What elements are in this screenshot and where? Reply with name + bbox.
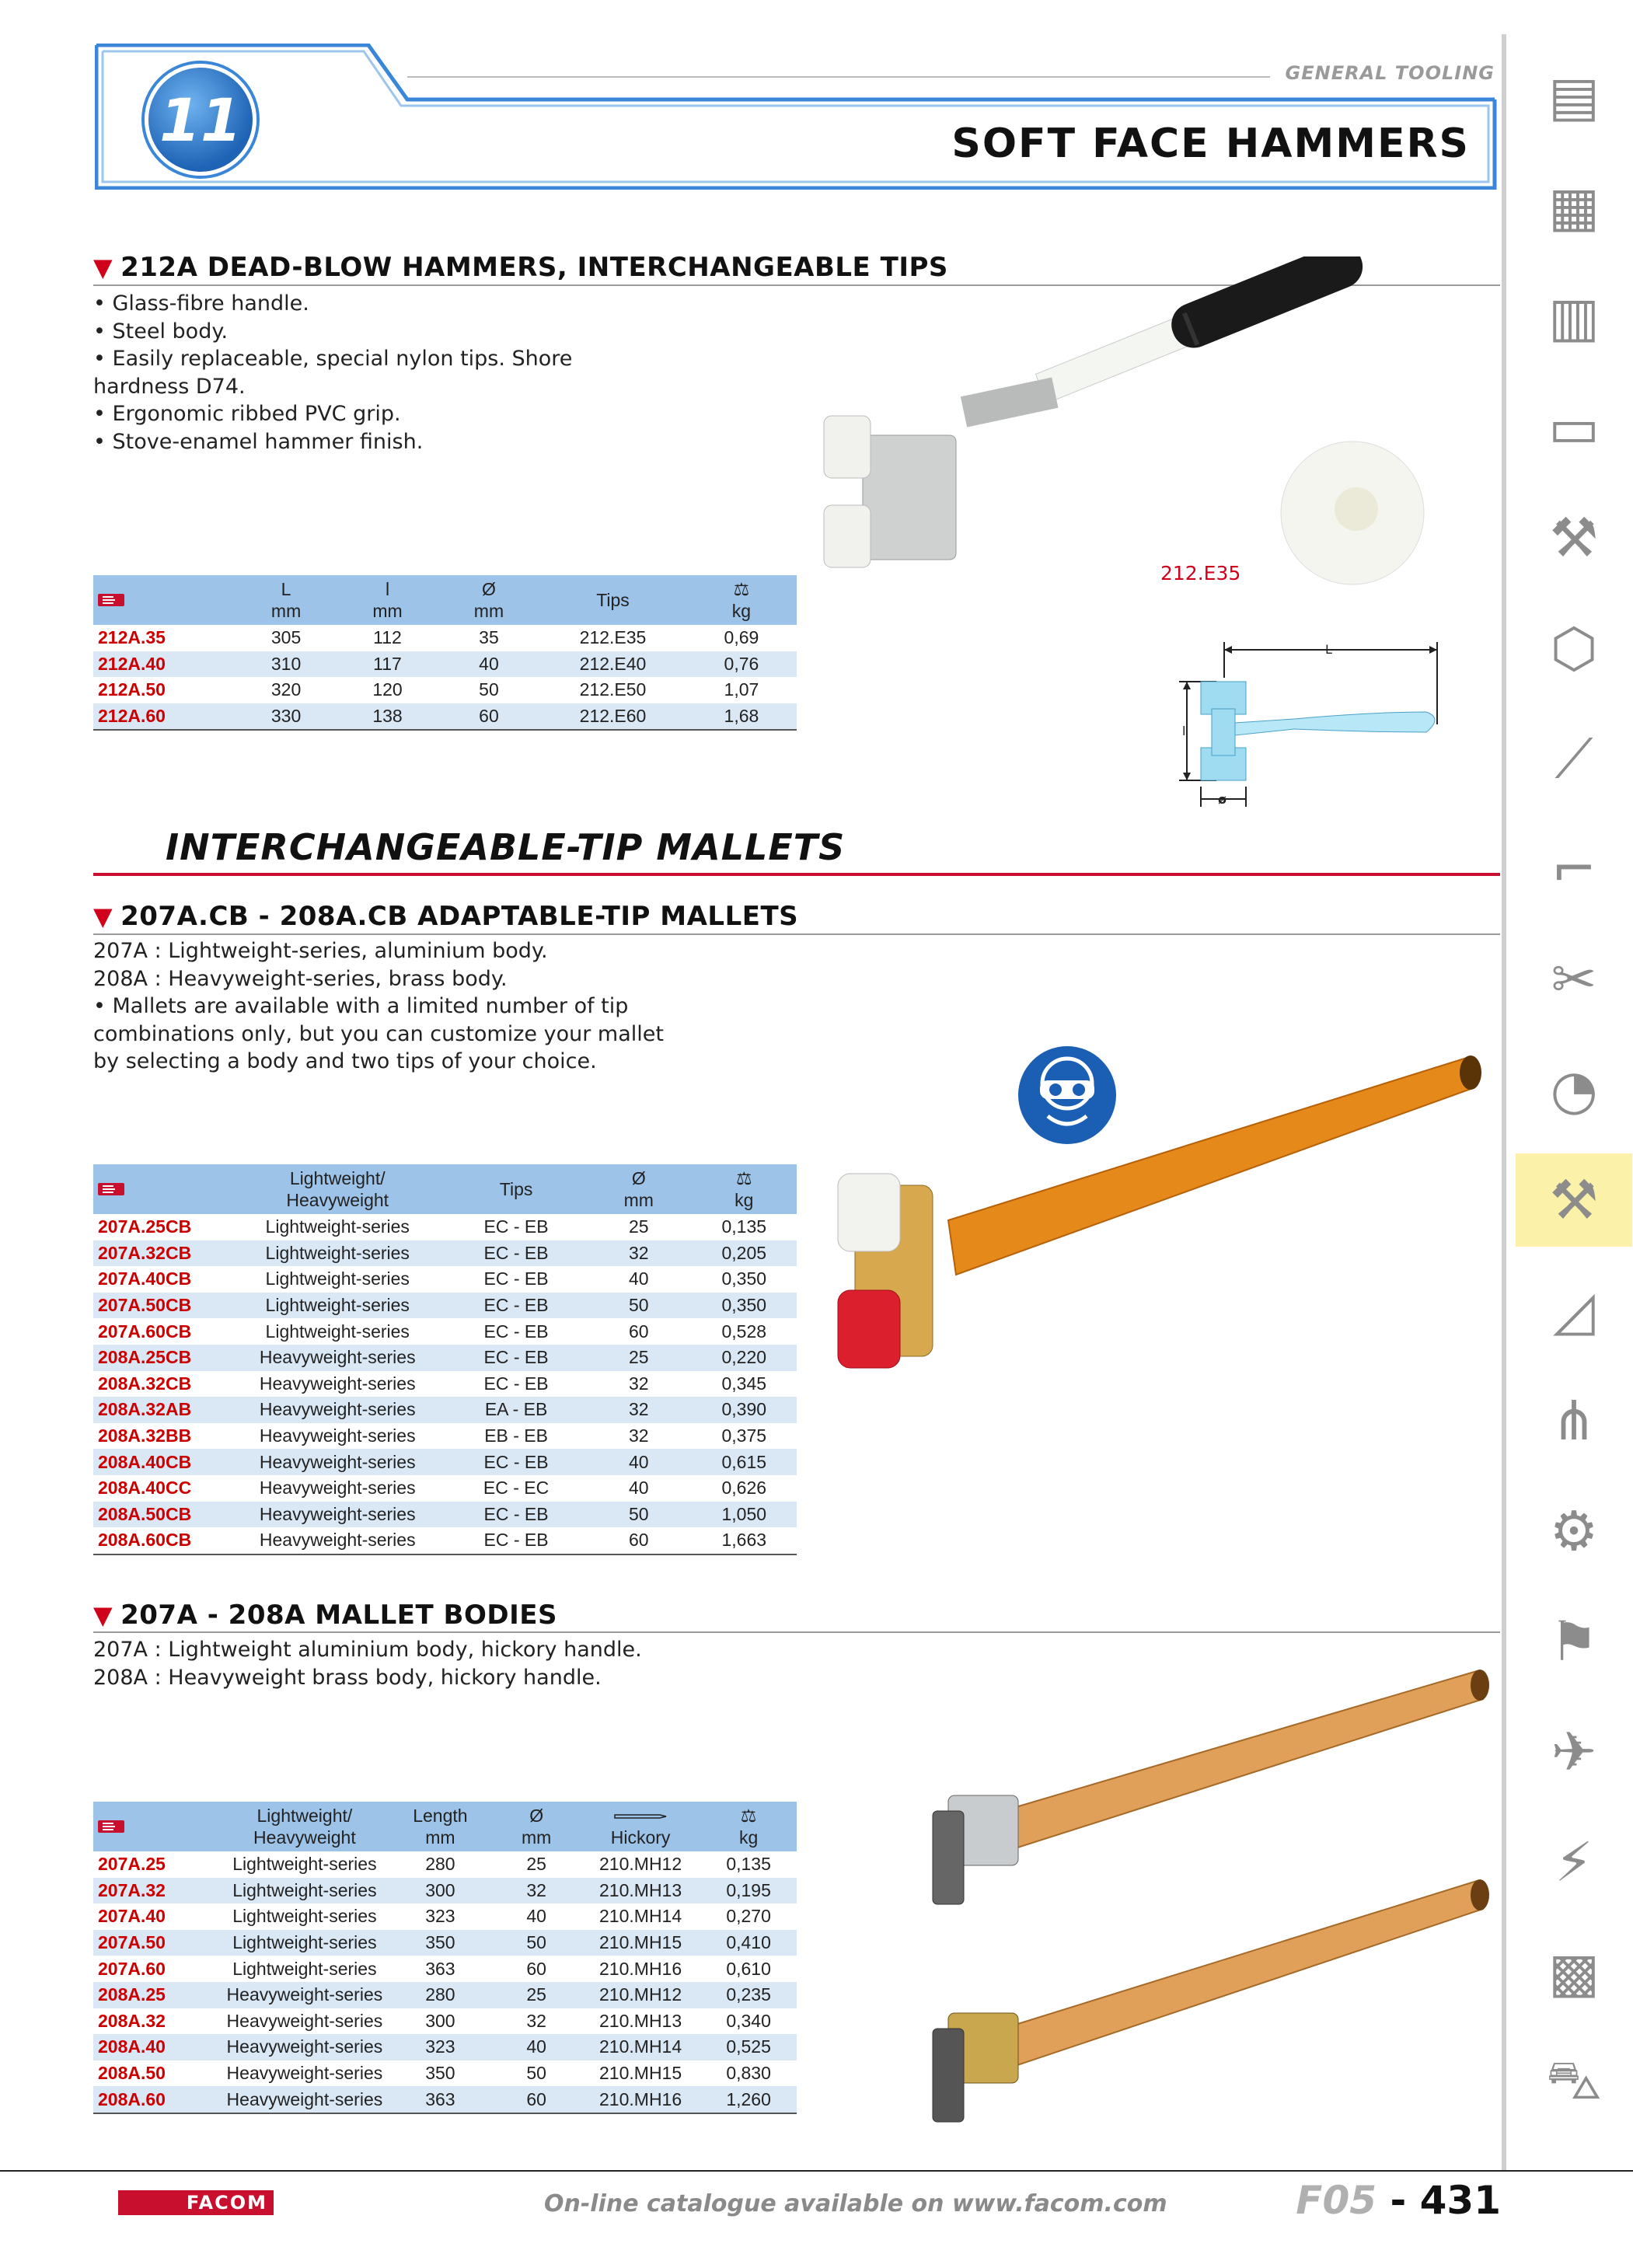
table-cell: 280 [388, 1982, 492, 2008]
table-cell: 60 [526, 1958, 546, 1979]
col-header: Ø mm [438, 575, 539, 625]
table-cell: 323 [388, 2034, 492, 2060]
col-header-weight: ⚖ kg [686, 575, 797, 625]
facom-logo-icon [93, 1802, 221, 1851]
product-code[interactable]: 207A.32 [93, 1878, 221, 1904]
table-cell: 32 [628, 1425, 649, 1446]
sidebar-tab-aircraft[interactable] [1516, 1705, 1632, 1799]
table-cell: Lightweight-series [229, 1240, 446, 1267]
section-heading-mallet-bodies: ▼ 207A - 208A MALLET BODIES [93, 1600, 557, 1631]
table-cell: 212.E50 [579, 679, 647, 700]
facom-logo-icon [93, 575, 236, 625]
col-header: Ø mm [586, 1164, 691, 1214]
spec-table-mallet-bodies [93, 1802, 797, 2114]
sidebar-tab-hammer[interactable] [1516, 1153, 1632, 1247]
table-cell: 320 [270, 679, 302, 700]
table-cell: 210.MH14 [599, 1906, 682, 1927]
sidebar-tab-socket[interactable] [1516, 602, 1632, 695]
table-cell: 0,615 [692, 1449, 797, 1475]
sidebar-tab-pipe-wrench[interactable] [1516, 1595, 1632, 1688]
table-cell: 210.MH14 [581, 2034, 700, 2060]
table-row [93, 1345, 797, 1371]
table-cell: 300 [388, 1878, 492, 1904]
table-cell: 350 [425, 2063, 455, 2084]
section-code: F05 [1296, 2178, 1377, 2223]
hacksaw-icon: ◿ [1553, 1279, 1595, 1342]
electrical-pylon-icon: ⚡ [1554, 1830, 1593, 1894]
header-gray-rule [407, 76, 1270, 78]
table-cell: 50 [492, 1930, 581, 1956]
table-cell: 1,260 [700, 2086, 797, 2113]
sidebar-tab-tool-set[interactable] [1516, 1926, 1632, 2019]
sidebar-tab-car[interactable] [1516, 2036, 1632, 2130]
section-rule [93, 933, 1500, 935]
col-header-handle: Hickory [581, 1802, 700, 1851]
table-cell: 25 [526, 1854, 546, 1875]
table-cell: 35 [479, 627, 499, 648]
product-code[interactable]: 212A.50 [98, 679, 166, 700]
table-cell: 25 [586, 1345, 691, 1371]
table-cell: 1,68 [686, 703, 797, 731]
sidebar-tab-impact-wrench[interactable] [1516, 1485, 1632, 1578]
table-cell: 212.E40 [539, 651, 686, 678]
sidebar-tab-screwdriver[interactable] [1516, 712, 1632, 805]
puller-icon: ⋔ [1551, 1389, 1597, 1453]
product-code[interactable]: 207A.40CB [98, 1268, 192, 1289]
table-cell: 60 [438, 703, 539, 731]
table-cell: 210.MH12 [599, 1854, 682, 1875]
workbench-icon: ▤ [1548, 65, 1600, 128]
product-code[interactable]: 208A.60 [93, 2086, 221, 2113]
table-cell: 363 [425, 1958, 455, 1979]
table-cell: 120 [372, 679, 403, 700]
table-row [93, 2008, 797, 2035]
table-row [93, 1240, 797, 1267]
dimension-label-length: L [1325, 642, 1332, 657]
table-cell: 0,390 [692, 1397, 797, 1423]
mallet-bodies-image [917, 1656, 1508, 2153]
section-marker-icon: ▼ [93, 902, 113, 931]
section-heading-212a: ▼ 212A DEAD-BLOW HAMMERS, INTERCHANGEABLE TIPS [93, 252, 948, 283]
table-cell: 40 [438, 651, 539, 678]
table-cell: 0,135 [726, 1854, 771, 1875]
table-cell: 280 [425, 1854, 455, 1875]
online-catalogue-text: On-line catalogue available on www.facom.com [544, 2190, 1167, 2217]
section-marker-icon: ▼ [93, 253, 113, 282]
table-cell: Heavyweight-series [229, 1449, 446, 1475]
table-row [93, 703, 797, 731]
sidebar-tab-hacksaw[interactable] [1516, 1264, 1632, 1357]
product-code[interactable]: 208A.32CB [98, 1373, 192, 1394]
table-cell: Heavyweight-series [229, 1397, 446, 1423]
table-cell: 363 [388, 2086, 492, 2113]
table-cell: 0,528 [721, 1321, 767, 1342]
table-cell: 210.MH15 [581, 1930, 700, 1956]
tape-measure-icon: ◔ [1550, 1058, 1598, 1122]
spec-table-212a [93, 575, 797, 731]
section-marker-icon: ▼ [93, 1600, 113, 1630]
table-cell: 305 [270, 627, 302, 648]
table-cell: 32 [628, 1373, 649, 1394]
product-code[interactable]: 208A.40 [93, 2034, 221, 2060]
table-cell: EC - EB [446, 1345, 586, 1371]
mallets-red-rule [93, 873, 1500, 876]
chapter-badge: 11 [145, 64, 256, 176]
wrench-icon: ⚒ [1549, 506, 1599, 570]
sidebar-tab-pliers[interactable] [1516, 933, 1632, 1026]
table-row [93, 2034, 797, 2060]
category-label: GENERAL TOOLING [1285, 62, 1495, 84]
table-cell: 60 [586, 1527, 691, 1554]
col-header: Tips [539, 575, 686, 625]
table-cell: 40 [526, 1906, 546, 1927]
table-row [93, 1423, 797, 1450]
sidebar-tab-toolbox[interactable] [1516, 381, 1632, 474]
workbench-drawers-icon: ▥ [1548, 285, 1600, 349]
table-cell: 50 [586, 1293, 691, 1319]
table-row [93, 1956, 797, 1982]
table-cell: 50 [586, 1502, 691, 1528]
table-cell: Heavyweight-series [259, 1373, 416, 1394]
col-header-weight: ⚖ kg [700, 1802, 797, 1851]
table-cell: 0,195 [700, 1878, 797, 1904]
product-code[interactable]: 212A.40 [93, 651, 236, 678]
dimension-diagram [1170, 631, 1457, 815]
table-cell: 350 [388, 1930, 492, 1956]
footer-rule [0, 2170, 1633, 2172]
table-cell: 0,345 [721, 1373, 767, 1394]
table-cell: Heavyweight-series [221, 1982, 388, 2008]
product-code[interactable]: 212A.35 [98, 627, 166, 648]
table-cell: 138 [337, 703, 438, 731]
table-row [93, 1397, 797, 1423]
table-cell: 300 [425, 2010, 455, 2031]
table-row [93, 651, 797, 678]
col-header: Tips [446, 1164, 586, 1214]
table-cell: 323 [425, 1906, 455, 1927]
sidebar-tab-wrench[interactable] [1516, 491, 1632, 584]
table-cell: 0,205 [692, 1240, 797, 1267]
col-header: Length mm [388, 1802, 492, 1851]
section-heading-207a-208a-cb: ▼ 207A.CB - 208A.CB ADAPTABLE-TIP MALLETS [93, 901, 799, 932]
table-row [93, 2086, 797, 2113]
table-cell: Heavyweight-series [229, 1502, 446, 1528]
tool-cabinet-icon: ▦ [1548, 175, 1600, 239]
table-row [93, 1318, 797, 1345]
table-header-row [93, 575, 797, 625]
table-row [93, 1214, 797, 1240]
table-cell: Lightweight-series [265, 1268, 410, 1289]
table-row [93, 1930, 797, 1956]
table-row [93, 625, 797, 651]
table-cell: 212.E35 [579, 627, 647, 648]
table-cell: 0,830 [726, 2063, 771, 2084]
table-cell: Lightweight-series [229, 1293, 446, 1319]
table-cell: Lightweight-series [221, 1930, 388, 1956]
table-cell: 25 [492, 1982, 581, 2008]
table-header-row [93, 1164, 797, 1214]
table-cell: 40 [628, 1268, 649, 1289]
sidebar-tab-tool-cabinet[interactable] [1516, 160, 1632, 253]
table-cell: Lightweight-series [232, 1958, 377, 1979]
table-cell: 210.MH13 [599, 2010, 682, 2031]
product-code[interactable]: 208A.50CB [93, 1502, 229, 1528]
sidebar-tab-workbench[interactable] [1516, 50, 1632, 143]
facom-logo-icon [93, 1164, 229, 1214]
table-cell: 210.MH13 [581, 1878, 700, 1904]
facom-brand-logo [118, 2190, 274, 2215]
sidebar-tab-workbench-drawers[interactable] [1516, 270, 1632, 364]
col-header: Lightweight/ Heavyweight [221, 1802, 388, 1851]
table-cell: EC - EB [483, 1321, 549, 1342]
table-cell: Heavyweight-series [259, 1478, 416, 1499]
pliers-icon: ✂ [1551, 947, 1597, 1011]
table-cell: 0,340 [726, 2010, 771, 2031]
table-cell: 40 [628, 1478, 649, 1499]
table-cell: 0,375 [721, 1425, 767, 1446]
col-header-weight: ⚖ kg [692, 1164, 797, 1214]
sidebar-tab-puller[interactable] [1516, 1374, 1632, 1467]
product-code[interactable]: 207A.50 [93, 1930, 221, 1956]
product-code[interactable]: 207A.40 [98, 1906, 166, 1927]
product-code[interactable]: 208A.60CB [93, 1527, 229, 1554]
tip-reference-label: 212.E35 [1160, 562, 1241, 584]
brand-name: FACOM [186, 2192, 267, 2214]
table-cell: EC - EB [446, 1293, 586, 1319]
table-cell: Lightweight-series [265, 1216, 410, 1237]
ref-separator: - [1377, 2178, 1420, 2223]
table-cell: 50 [526, 2063, 546, 2084]
product-code[interactable]: 207A.50CB [93, 1293, 229, 1319]
nylon-tip-image [1275, 435, 1430, 591]
product-code[interactable]: 208A.40CC [98, 1478, 192, 1499]
col-header: Lightweight/ Heavyweight [229, 1164, 446, 1214]
table-cell: 0,135 [721, 1216, 767, 1237]
table-cell: EC - EB [446, 1240, 586, 1267]
table-cell: 210.MH16 [599, 1958, 682, 1979]
section-description: • Glass-fibre handle. • Steel body. • Easily replaceable, special nylon tips. Shore hardness D74. • Ergonomic ribbed PVC grip. • Stove-enamel hammer finish. [93, 291, 573, 454]
screwdriver-icon: ⟋ [1554, 726, 1593, 790]
pipe-wrench-icon: ⚑ [1549, 1610, 1599, 1673]
table-row [93, 1371, 797, 1397]
table-cell: 210.MH12 [581, 1982, 700, 2008]
table-cell: EC - EB [483, 1216, 549, 1237]
sidebar-tab-tape-measure[interactable] [1516, 1043, 1632, 1136]
table-cell: 0,525 [700, 2034, 797, 2060]
table-cell: 1,07 [724, 679, 759, 700]
page-title: SOFT FACE HAMMERS [951, 120, 1470, 167]
dimension-label-diameter: ø [1218, 792, 1226, 807]
table-cell: 60 [492, 2086, 581, 2113]
product-code[interactable]: 208A.32 [98, 2010, 166, 2031]
table-cell: 0,626 [721, 1478, 767, 1499]
table-cell: Heavyweight-series [229, 1345, 446, 1371]
product-code[interactable]: 207A.25CB [98, 1216, 192, 1237]
table-cell: 310 [236, 651, 337, 678]
col-header: l mm [337, 575, 438, 625]
table-cell: 0,610 [726, 1958, 771, 1979]
product-code[interactable]: 208A.32AB [93, 1397, 229, 1423]
table-cell: Heavyweight-series [226, 2063, 383, 2084]
col-header: L mm [236, 575, 337, 625]
table-cell: 60 [628, 1321, 649, 1342]
table-cell: 0,410 [700, 1930, 797, 1956]
table-cell: 40 [492, 2034, 581, 2060]
table-row [93, 1903, 797, 1930]
table-cell: EC - EC [483, 1478, 550, 1499]
product-code[interactable]: 208A.50 [98, 2063, 166, 2084]
page-reference [1296, 2178, 1501, 2223]
table-row [93, 1982, 797, 2008]
table-row [93, 1527, 797, 1554]
table-cell: 210.MH16 [581, 2086, 700, 2113]
hammer-icon: ⚒ [1549, 1168, 1599, 1232]
table-cell: Lightweight-series [221, 1878, 388, 1904]
product-code[interactable]: 208A.32BB [98, 1425, 192, 1446]
table-cell: 32 [586, 1397, 691, 1423]
table-cell: 0,270 [726, 1906, 771, 1927]
table-cell: 330 [236, 703, 337, 731]
car-icon: ⛍ [1545, 2047, 1603, 2112]
table-cell: 0,235 [700, 1982, 797, 2008]
product-code[interactable]: 207A.32CB [93, 1240, 229, 1267]
section-rule [93, 1631, 1500, 1633]
impact-wrench-icon: ⚙ [1549, 1499, 1599, 1563]
table-cell: EC - EB [483, 1373, 549, 1394]
socket-icon: ⬡ [1550, 616, 1598, 680]
table-cell: 0,350 [692, 1293, 797, 1319]
toolbox-icon: ▭ [1548, 396, 1600, 459]
col-header: Ø mm [492, 1802, 581, 1851]
table-cell: 0,220 [692, 1345, 797, 1371]
hex-key-icon: ⌐ [1551, 837, 1597, 901]
table-cell: 210.MH15 [599, 2063, 682, 2084]
table-cell: Heavyweight-series [259, 1425, 416, 1446]
table-cell: 212.E60 [539, 703, 686, 731]
tool-set-icon: ▩ [1548, 1941, 1600, 2005]
product-code[interactable]: 208A.25CB [93, 1345, 229, 1371]
table-cell: 25 [628, 1216, 649, 1237]
sidebar-divider [1502, 34, 1506, 2172]
table-row [93, 1266, 797, 1293]
table-cell: Lightweight-series [232, 1906, 377, 1927]
table-cell: 40 [586, 1449, 691, 1475]
table-cell: Heavyweight-series [221, 2086, 388, 2113]
table-cell: 32 [526, 2010, 546, 2031]
mallets-section-title: INTERCHANGEABLE-TIP MALLETS [166, 826, 846, 868]
page-number: 431 [1419, 2178, 1501, 2223]
product-code[interactable]: 207A.25 [98, 1854, 166, 1875]
table-row [93, 1293, 797, 1319]
adaptable-tip-mallet-image [832, 1042, 1485, 1430]
table-cell: 112 [373, 627, 402, 648]
product-code[interactable]: 212A.60 [93, 703, 236, 731]
table-cell: EC - EB [446, 1449, 586, 1475]
table-cell: Heavyweight-series [221, 2034, 388, 2060]
table-row [93, 1502, 797, 1528]
product-code[interactable]: 207A.60CB [98, 1321, 192, 1342]
table-cell: EC - EB [446, 1502, 586, 1528]
table-cell: 0,350 [721, 1268, 767, 1289]
table-cell: 0,76 [686, 651, 797, 678]
table-cell: EC - EB [446, 1527, 586, 1554]
product-code[interactable]: 208A.25 [93, 1982, 221, 2008]
aircraft-icon: ✈ [1551, 1720, 1597, 1784]
table-row [93, 2060, 797, 2087]
table-cell: Heavyweight-series [229, 1527, 446, 1554]
table-cell: EC - EB [483, 1268, 549, 1289]
dimension-label-height: l [1182, 724, 1186, 738]
table-row [93, 677, 797, 703]
product-code[interactable]: 207A.60 [98, 1958, 166, 1979]
table-cell: EB - EB [484, 1425, 548, 1446]
section-description: 207A : Lightweight-series, aluminium body. 208A : Heavyweight-series, brass body. • Mallets are available with a limited number of tip combinations only, but you can customize your mallet by selecting a body and two tips of your choice. [93, 939, 664, 1073]
table-row [93, 1449, 797, 1475]
section-description: 207A : Lightweight aluminium body, hickory handle. 208A : Heavyweight brass body, hickory handle. [93, 1638, 642, 1690]
table-row [93, 1475, 797, 1502]
product-code[interactable]: 208A.40CB [93, 1449, 229, 1475]
table-cell: 50 [479, 679, 499, 700]
handle-icon [613, 1811, 668, 1822]
table-cell: 1,663 [692, 1527, 797, 1554]
table-header-row [93, 1802, 797, 1851]
sidebar-tab-electrical-pylon[interactable] [1516, 1816, 1632, 1909]
table-cell: 32 [492, 1878, 581, 1904]
table-cell: 0,69 [724, 627, 759, 648]
sidebar-tab-hex-key[interactable] [1516, 822, 1632, 916]
table-cell: EA - EB [446, 1397, 586, 1423]
table-row [93, 1851, 797, 1878]
table-row [93, 1878, 797, 1904]
table-cell: Lightweight-series [232, 1854, 377, 1875]
table-cell: Heavyweight-series [226, 2010, 383, 2031]
table-cell: 1,050 [692, 1502, 797, 1528]
spec-table-207a-208a-cb [93, 1164, 797, 1555]
table-cell: 32 [586, 1240, 691, 1267]
table-cell: Lightweight-series [265, 1321, 410, 1342]
table-cell: 117 [337, 651, 438, 678]
